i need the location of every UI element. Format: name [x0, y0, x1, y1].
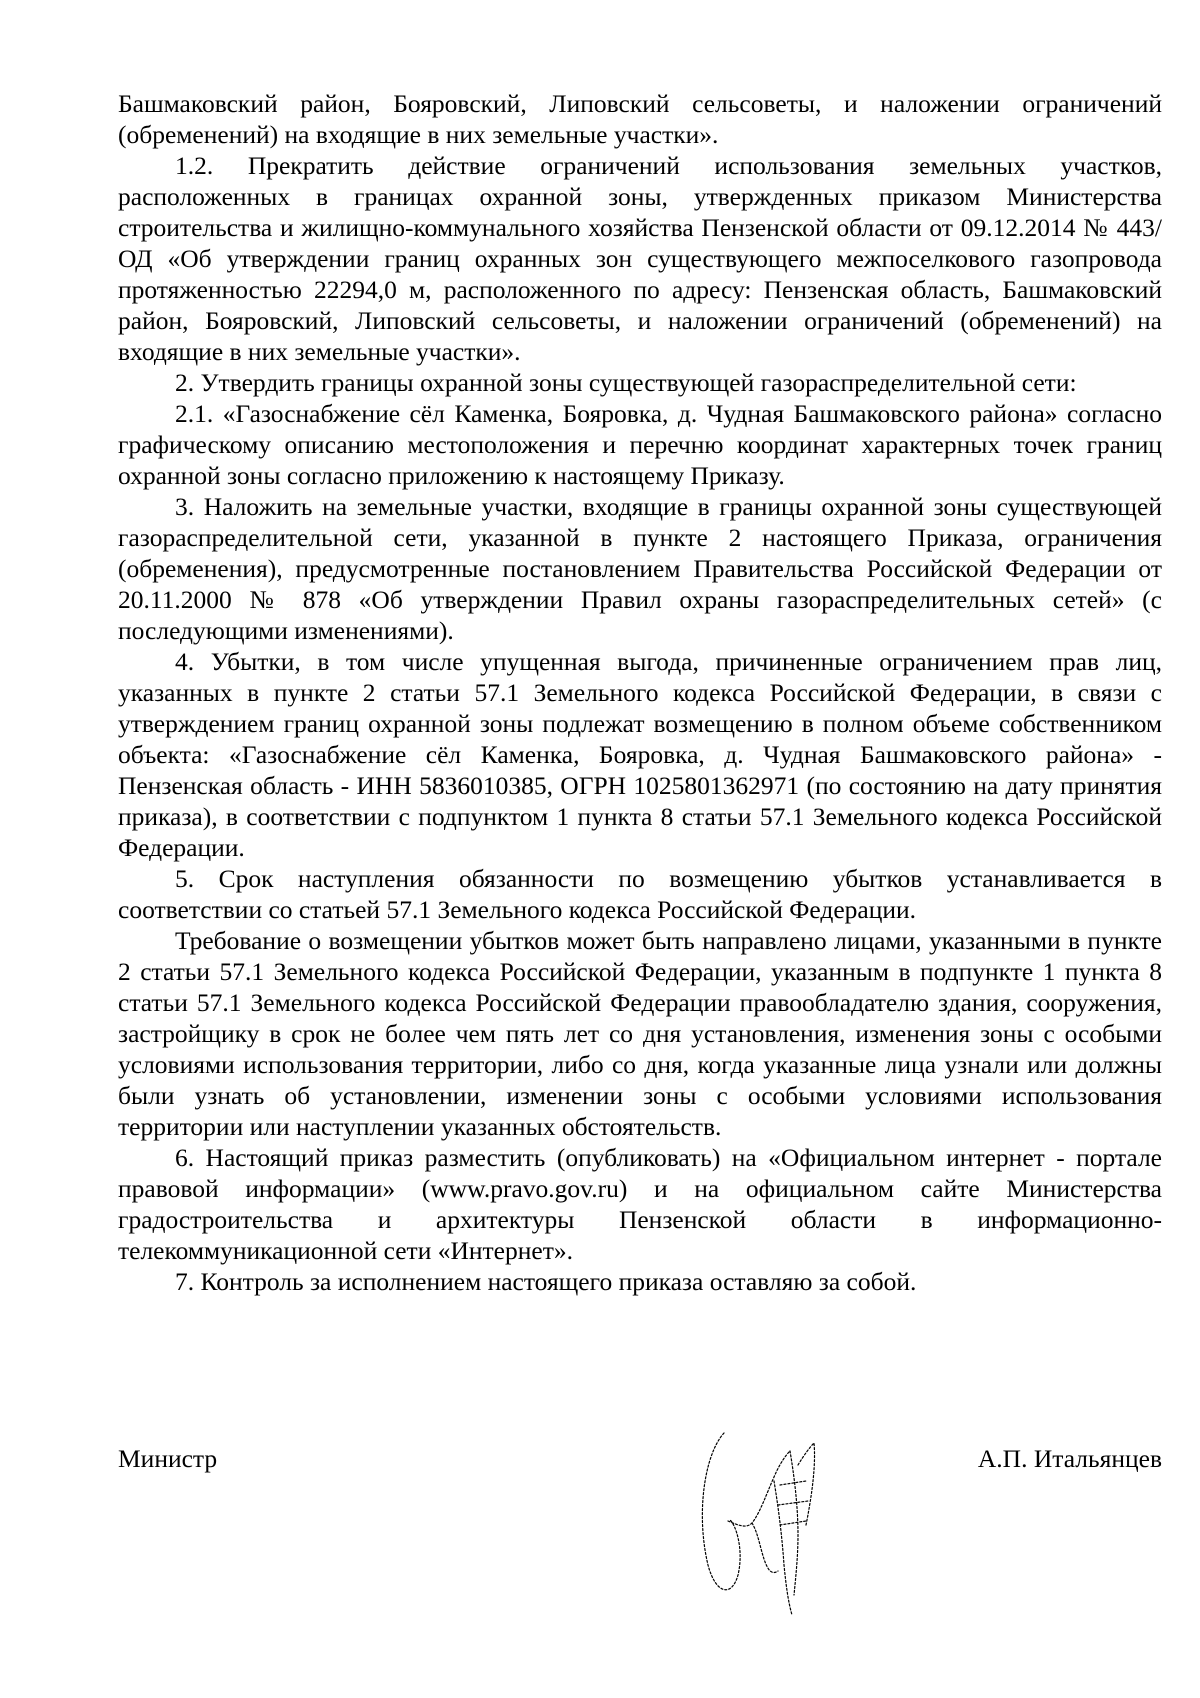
handwritten-signature: [694, 1425, 834, 1625]
paragraph-5: 5. Срок наступления обязанности по возмещению убытков устанавливается в соответствии со статьей 57.1 Земельного кодекса Российской Федерации.: [118, 864, 1162, 924]
paragraph-3: 3. Наложить на земельные участки, входящие в границы охранной зоны существующей газораспределительной сети, указанной в пункте 2 настоящего Приказа, ограничения (обременения), предусмотренные постановлением Правительства Российской Федерации от 20.11.2000 № 878 «Об утверждении Правил охраны газораспределительных сетей» (с последующими изменениями).: [118, 492, 1162, 645]
paragraph-1-2: 1.2. Прекратить действие ограничений использования земельных участков, расположенных в границах охранной зоны, утвержденных приказом Министерства строительства и жилищно-коммунального хозяйства Пензенской области от 09.12.2014 № 443/ОД «Об утверждении границ охранных зон существующего межпоселкового газопровода протяженностью 22294,0 м, расположенного по адресу: Пензенская область, Башмаковский район, Бояровский, Липовский сельсоветы, и наложении ограничений (обременений) на входящие в них земельные участки».: [118, 151, 1162, 366]
paragraph-2: 2. Утвердить границы охранной зоны существующей газораспределительной сети:: [175, 368, 1077, 397]
paragraph-6: 6. Настоящий приказ разместить (опубликовать) на «Официальном интернет - портале правовой информации» (www.pravo.gov.ru) и на официальном сайте Министерства градостроительства и архитектуры Пензенской области в информационно-телекоммуникационной сети «Интернет».: [118, 1143, 1162, 1265]
position-title: Министр: [118, 1444, 218, 1473]
paragraph-continuation: Башмаковский район, Бояровский, Липовский сельсоветы, и наложении ограничений (обременений) на входящие в них земельные участки».: [118, 89, 1162, 149]
paragraph-7: 7. Контроль за исполнением настоящего приказа оставляю за собой.: [175, 1267, 917, 1296]
signer-name: А.П. Итальянцев: [977, 1444, 1162, 1473]
paragraph-2-1: 2.1. «Газоснабжение сёл Каменка, Бояровка, д. Чудная Башмаковского района» согласно графическому описанию местоположения и перечню координат характерных точек границ охранной зоны согласно приложению к настоящему Приказу.: [118, 399, 1162, 490]
paragraph-4: 4. Убытки, в том числе упущенная выгода, причиненные ограничением прав лиц, указанных в пункте 2 статьи 57.1 Земельного кодекса Российской Федерации, в связи с утверждением границ охранной зоны подлежат возмещению в полном объеме собственником объекта: «Газоснабжение сёл Каменка, Бояровка, д. Чудная Башмаковского района» - Пензенская область - ИНН 5836010385, ОГРН 1025801362971 (по состоянию на дату принятия приказа), в соответствии с подпунктом 1 пункта 8 статьи 57.1 Земельного кодекса Российской Федерации.: [118, 647, 1162, 862]
document-body: [118, 88, 1162, 1297]
paragraph-5-claim: Требование о возмещении убытков может быть направлено лицами, указанными в пункте 2 статьи 57.1 Земельного кодекса Российской Федерации, указанным в подпункте 1 пункта 8 статьи 57.1 Земельного кодекса Российской Федерации правообладателю здания, сооружения, застройщику в срок не более чем пять лет со дня установления, изменения зоны с особыми условиями использования территории, либо со дня, когда указанные лица узнали или должны были узнать об установлении, изменении зоны с особыми условиями использования территории или наступлении указанных обстоятельств.: [118, 926, 1162, 1141]
signature-block: [118, 1425, 1162, 1625]
